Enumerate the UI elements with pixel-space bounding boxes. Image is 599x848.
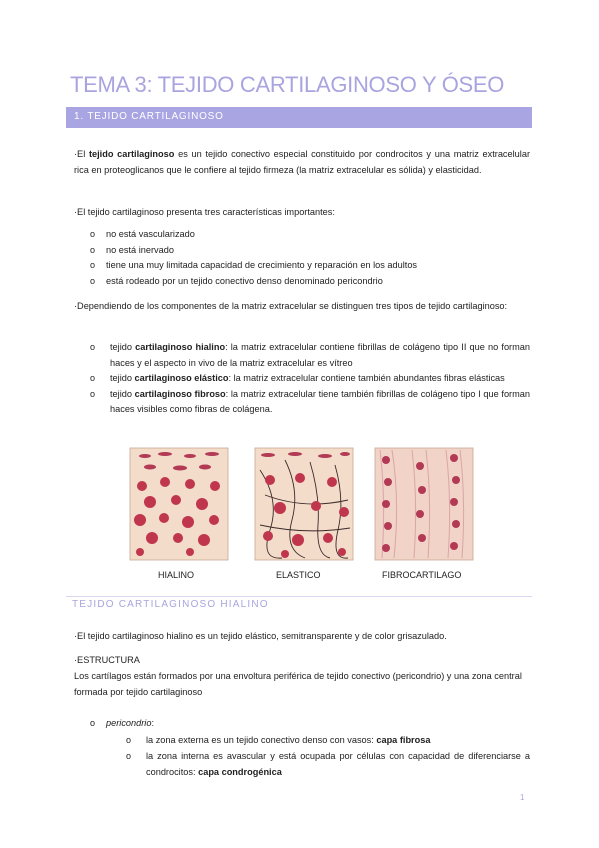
- list-item: o no está inervado: [90, 243, 530, 259]
- list-item: o está rodeado por un tejido conectivo denso denominado pericondrio: [90, 274, 530, 290]
- intro-pre: ·El: [74, 149, 89, 159]
- figure-label-elastico: ELASTICO: [276, 570, 321, 580]
- bullet-icon: o: [90, 260, 96, 270]
- bullet-icon: o: [126, 751, 132, 761]
- pericondrio-label: pericondrio: [106, 718, 152, 728]
- list-item: o no está vascularizado: [90, 227, 530, 243]
- bullet-icon: o: [90, 388, 96, 399]
- hialino-description: ·El tejido cartilaginoso hialino es un tejido elástico, semitransparente y de color grisazulado.: [74, 631, 447, 641]
- elastico-panel: [255, 448, 353, 560]
- list-item: o la zona externa es un tejido conectivo denso con vasos: capa fibrosa: [126, 732, 530, 748]
- features-list: [90, 227, 530, 289]
- bullet-icon: o: [90, 718, 96, 728]
- list-item: o tejido cartilaginoso hialino: la matriz extracelular contiene fibrillas de colágeno tipo II que no forman haces y el aspecto in vivo de la matriz extracelular es vítreo: [90, 342, 530, 368]
- figure-label-fibrocartilago: FIBROCARTILAGO: [382, 570, 462, 580]
- pericondrio-list: [90, 716, 530, 732]
- subsection-heading: TEJIDO CARTILAGINOSO HIALINO: [72, 599, 269, 610]
- bullet-icon: o: [90, 373, 96, 383]
- list-item: o tejido cartilaginoso elástico: la matriz extracelular contiene también abundantes fibras elásticas: [90, 371, 530, 387]
- features-intro: ·El tejido cartilaginoso presenta tres características importantes:: [74, 207, 335, 217]
- bullet-icon: o: [90, 275, 96, 286]
- page-number: 1: [520, 793, 525, 802]
- types-list: [90, 340, 530, 418]
- cartilage-types-figure: [120, 440, 492, 590]
- list-item: o pericondrio:: [90, 716, 530, 732]
- list-item: o tiene una muy limitada capacidad de crecimiento y reparación en los adultos: [90, 258, 530, 274]
- types-intro: ·Dependiendo de los componentes de la matriz extracelular se distinguen tres tipos de tejido cartilaginoso:: [74, 301, 508, 311]
- estructura-text: Los cartílagos están formados por una envoltura periférica de tejido conectivo (pericondrio) y una zona central formada por tejido cartilaginoso: [74, 671, 522, 697]
- section-divider: [66, 596, 532, 597]
- pericondrio-sublist: [126, 732, 530, 780]
- list-item: o tejido cartilaginoso fibroso: la matriz extracelular tiene también fibrillas de colágeno tipo I que forman haces visibles como fibras de colágena.: [90, 388, 530, 414]
- intro-bold-term: tejido cartilaginoso: [88, 149, 175, 159]
- intro-post: es un tejido conectivo especial constituido por condrocitos y una matriz extracelular rica en proteoglicanos que le confiere al tejido firmeza (la matriz extracelular es sólida) y elasticidad.: [74, 149, 531, 175]
- bullet-icon: o: [126, 735, 132, 745]
- figure-label-hialino: HIALINO: [158, 570, 195, 580]
- list-item: o la zona interna es avascular y está ocupada por células con capacidad de diferenciarse a condrocitos: capa condrogénica: [126, 748, 530, 780]
- hialino-cells: [134, 452, 220, 556]
- intro-paragraph: [74, 146, 530, 178]
- bullet-icon: o: [90, 342, 96, 352]
- estructura-label: ·ESTRUCTURA: [74, 655, 140, 665]
- page-title: TEMA 3: TEJIDO CARTILAGINOSO Y ÓSEO: [70, 72, 505, 97]
- fibrocartilago-panel: [375, 448, 473, 560]
- bullet-icon: o: [90, 229, 96, 239]
- section-heading: 1. TEJIDO CARTILAGINOSO: [74, 111, 224, 122]
- section-band: [66, 107, 532, 128]
- bullet-icon: o: [90, 244, 96, 255]
- hialino-panel: [130, 448, 228, 560]
